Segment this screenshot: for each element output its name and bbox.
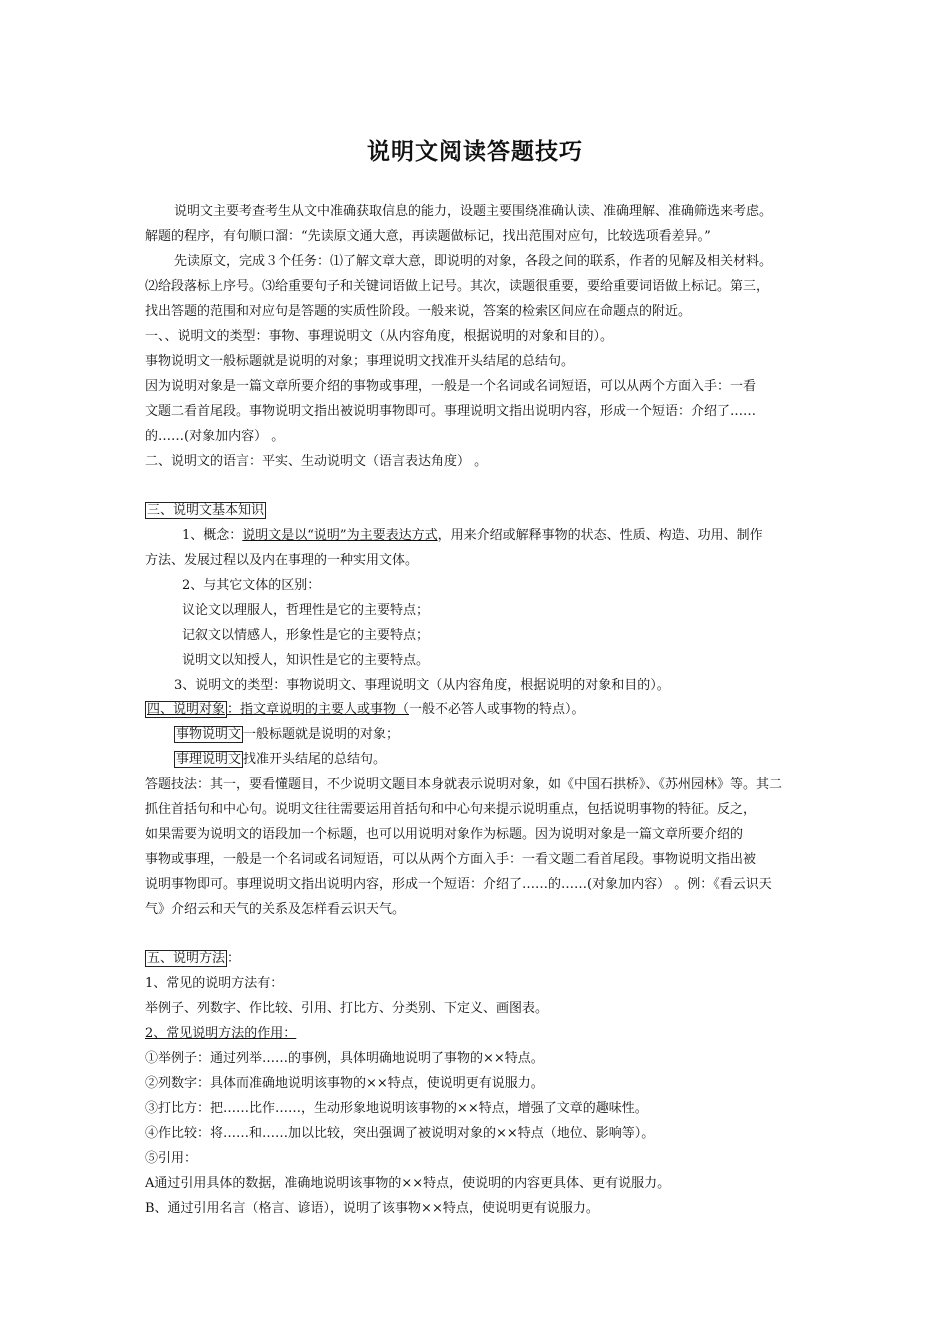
types-line-2: 事物说明文一般标题就是说明的对象；事理说明文找准开头结尾的总结句。	[145, 354, 575, 369]
tips-line-2: 抓住首括句和中心句。说明文往往需要运用首括句和中心句来提示说明重点，包括说明事物的特征。反之，	[145, 802, 757, 817]
tips-line-1: 答题技法：其一，要看懂题目，不少说明文题目本身就表示说明对象，如《中国石拱桥》、《苏州园林》等。其二	[145, 777, 783, 792]
effects-title	[145, 1025, 815, 1042]
concept-line-2: 方法、发展过程以及内在事理的一种实用文体。	[145, 553, 419, 568]
section-4-heading-underlined: ：指文章说明的主要人或事物（	[227, 702, 410, 717]
effects-title-text: 2、常见说明方法的作用：	[145, 1026, 297, 1041]
intro-line-5: 找出答题的范围和对应句是答题的实质性阶段。一般来说，答案的检索区间应在命题点的附近。	[145, 304, 692, 319]
thing-explanation-line	[174, 726, 815, 743]
basics-types-line: 3、说明文的类型：事物说明文、事理说明文（从内容角度，根据说明的对象和目的）。	[174, 678, 670, 693]
section-3-heading	[145, 502, 815, 519]
concept-rest: ，用来介绍或解释事物的状态、性质、构造、功用、制作	[437, 528, 763, 543]
tips-line-5: 说明事物即可。事理说明文指出说明内容，形成一个短语：介绍了……的……(对象加内容） 。例：《看云识天	[145, 877, 772, 892]
thing-explanation-rest: 一般标题就是说明的对象；	[243, 727, 400, 742]
types-line-5: 的……(对象加内容） 。	[145, 429, 285, 444]
effect-item-3: ③打比方：把……比作……，生动形象地说明该事物的××特点，增强了文章的趣味性。	[145, 1101, 648, 1116]
page-title: 说明文阅读答题技巧	[367, 139, 583, 165]
logic-explanation-box: 事理说明文	[176, 752, 242, 767]
tips-line-6: 气》介绍云和天气的关系及怎样看云识天气。	[145, 902, 406, 917]
intro-line-1: 说明文主要考查考生从文中准确获取信息的能力，设题主要围绕准确认读、准确理解、准确筛选来考虑。	[174, 204, 773, 219]
tips-line-4: 事物或事理，一般是一个名词或名词短语，可以从两个方面入手：一看文题二看首尾段。事物说明文指出被	[145, 852, 757, 867]
types-line-4: 文题二看首尾段。事物说明文指出被说明事物即可。事理说明文指出说明内容，形成一个短语：介绍了……	[145, 404, 757, 419]
language-line: 二、说明文的语言：平实、生动说明文（语言表达角度） 。	[145, 454, 488, 469]
tips-line-3: 如果需要为说明文的语段加一个标题，也可以用说明对象作为标题。因为说明对象是一篇文章所要介绍的	[145, 827, 744, 842]
logic-explanation-line	[174, 751, 815, 768]
section-5-heading-rest: ：	[227, 951, 241, 966]
thing-explanation-box: 事物说明文	[176, 727, 242, 742]
section-4-heading-box: 四、说明对象	[147, 702, 226, 717]
diff-item-2: 记叙文以情感人，形象性是它的主要特点；	[182, 628, 430, 643]
types-line-1: 一、、说明文的类型：事物、事理说明文（从内容角度，根据说明的对象和目的）。	[145, 329, 614, 344]
section-4-heading	[145, 701, 815, 718]
effect-item-7: B、通过引用名言（格言、谚语），说明了该事物××特点，使说明更有说服力。	[145, 1201, 599, 1216]
diff-title: 2、与其它文体的区别：	[182, 578, 321, 593]
concept-line	[182, 527, 815, 544]
intro-line-2: 解题的程序，有句顺口溜：“先读原文通大意，再读题做标记，找出范围对应句，比较选项看差异。”	[145, 229, 711, 244]
diff-item-1: 议论文以理服人，哲理性是它的主要特点；	[182, 603, 430, 618]
section-5-heading-box: 五、说明方法	[147, 951, 226, 966]
section-5-heading	[145, 950, 815, 967]
effect-item-5: ⑤引用：	[145, 1151, 198, 1166]
concept-prefix: 1、概念：	[182, 528, 243, 543]
common-methods-title: 1、常见的说明方法有：	[145, 976, 284, 991]
intro-line-3: 先读原文，完成３个任务：⑴了解文章大意，即说明的对象，各段之间的联系，作者的见解及相关材料。	[174, 254, 773, 269]
intro-line-4: ⑵给段落标上序号。⑶给重要句子和关键词语做上记号。其次，读题很重要，要给重要词语做上标记。第三，	[145, 279, 770, 294]
effect-item-1: ①举例子：通过列举……的事例，具体明确地说明了事物的××特点。	[145, 1051, 544, 1066]
concept-underlined: 说明文是以“说明”为主要表达方式	[242, 528, 438, 543]
effect-item-6: A通过引用具体的数据，准确地说明该事物的××特点，使说明的内容更具体、更有说服力。	[145, 1176, 671, 1191]
logic-explanation-rest: 找准开头结尾的总结句。	[243, 752, 387, 767]
diff-item-3: 说明文以知授人，知识性是它的主要特点。	[182, 653, 430, 668]
effect-item-2: ②列数字：具体而准确地说明该事物的××特点，使说明更有说服力。	[145, 1076, 544, 1091]
section-3-heading-box: 三、说明文基本知识	[147, 503, 265, 518]
effect-item-4: ④作比较：将……和……加以比较，突出强调了被说明对象的××特点（地位、影响等）。	[145, 1126, 655, 1141]
common-methods-list: 举例子、列数字、作比较、引用、打比方、分类别、下定义、画图表。	[145, 1001, 549, 1016]
types-line-3: 因为说明对象是一篇文章所要介绍的事物或事理，一般是一个名词或名词短语，可以从两个方面入手：一看	[145, 379, 757, 394]
section-4-heading-rest: 一般不必答人或事物的特点）。	[409, 702, 585, 717]
